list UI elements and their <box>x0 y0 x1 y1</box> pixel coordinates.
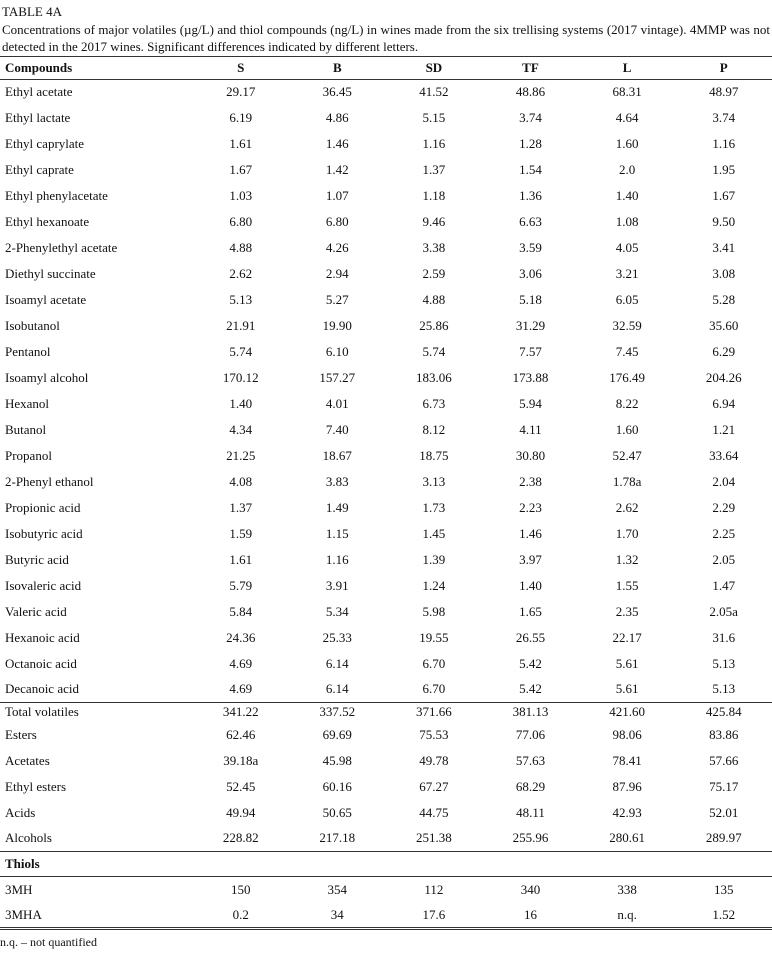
value-cell-sd: 1.18 <box>422 187 446 203</box>
value-cell-s: 5.79 <box>229 577 253 593</box>
header-compounds: Compounds <box>5 60 73 75</box>
value-cell-p: 9.50 <box>712 213 736 229</box>
table-row <box>0 209 772 235</box>
compound-name: Ethyl caprylate <box>5 135 85 151</box>
compound-name: Ethyl phenylacetate <box>5 187 108 203</box>
value-cell-tf: 3.59 <box>519 239 542 255</box>
value-cell-tf: 1.46 <box>519 525 542 541</box>
value-cell-tf: 30.80 <box>515 447 546 463</box>
value-cell-b: 1.15 <box>325 525 349 541</box>
value-cell-sd: 75.53 <box>419 726 449 742</box>
value-cell-tf: 2.23 <box>519 499 542 515</box>
value-cell-p: 33.64 <box>709 447 739 463</box>
value-cell-tf: 1.28 <box>519 135 542 151</box>
value-cell-s: 6.80 <box>229 213 253 229</box>
value-cell-s: 21.25 <box>226 447 256 463</box>
value-cell-b: 25.33 <box>322 629 352 645</box>
table-row <box>0 703 772 722</box>
value-cell-b: 50.65 <box>322 804 352 820</box>
value-cell-s: 228.82 <box>222 830 259 846</box>
compound-name: Isoamyl alcohol <box>5 369 89 385</box>
table-row <box>0 800 772 826</box>
value-cell-tf: 16 <box>523 906 537 922</box>
value-cell-sd: 5.74 <box>422 343 446 359</box>
compound-name: Ethyl lactate <box>5 109 71 125</box>
value-cell-p: 57.66 <box>709 752 739 768</box>
value-cell-tf: 26.55 <box>515 629 546 645</box>
value-cell-sd: 3.38 <box>422 239 446 255</box>
value-cell-s: 150 <box>230 881 251 897</box>
compound-name: Ethyl acetate <box>5 84 73 100</box>
value-cell-tf: 6.63 <box>519 213 542 229</box>
value-cell-s: 1.67 <box>229 161 253 177</box>
table-row <box>0 774 772 800</box>
value-cell-tf: 48.11 <box>516 804 545 820</box>
compound-name: Hexanol <box>5 395 50 411</box>
table-row <box>0 131 772 157</box>
value-cell-s: 6.19 <box>229 109 253 125</box>
compound-name: Hexanoic acid <box>5 629 80 645</box>
value-cell-s: 39.18a <box>223 752 259 768</box>
header-p: P <box>719 60 728 75</box>
value-cell-l: 32.59 <box>612 317 642 333</box>
value-cell-l: 1.60 <box>615 421 639 437</box>
value-cell-l: 68.31 <box>612 84 642 100</box>
value-cell-l: 1.70 <box>615 525 639 541</box>
totals-section <box>0 703 772 852</box>
table-row <box>0 877 772 903</box>
thiols-heading: Thiols <box>5 856 40 871</box>
thiols-section <box>0 877 772 929</box>
table-caption: Concentrations of major volatiles (µg/L) and thiol compounds (ng/L) in wines made from the six trellising systems (2017 vintage). 4MMP was not detected in the 2017 wines. Significant differences indicated by different letters. <box>2 22 770 54</box>
value-cell-s: 5.74 <box>229 343 253 359</box>
value-cell-b: 36.45 <box>322 84 352 100</box>
value-cell-p: 3.08 <box>712 265 736 281</box>
value-cell-l: 8.22 <box>615 395 639 411</box>
value-cell-p: 35.60 <box>709 317 739 333</box>
value-cell-b: 60.16 <box>322 778 352 794</box>
value-cell-p: 289.97 <box>705 830 742 846</box>
value-cell-b: 1.49 <box>325 499 349 515</box>
value-cell-p: 2.25 <box>712 525 736 541</box>
value-cell-tf: 48.86 <box>515 84 546 100</box>
value-cell-s: 2.62 <box>229 265 253 281</box>
value-cell-s: 29.17 <box>226 84 256 100</box>
compounds-section <box>0 80 772 703</box>
value-cell-sd: 371.66 <box>416 704 452 720</box>
value-cell-tf: 5.42 <box>519 681 542 697</box>
value-cell-p: 2.05a <box>709 603 738 619</box>
value-cell-b: 157.27 <box>319 369 356 385</box>
value-cell-l: n.q. <box>617 906 637 922</box>
value-cell-sd: 6.73 <box>422 395 446 411</box>
value-cell-p: 3.74 <box>712 109 736 125</box>
value-cell-p: 2.05 <box>712 551 736 567</box>
compound-name: Valeric acid <box>5 603 67 619</box>
value-cell-p: 5.13 <box>712 681 736 697</box>
value-cell-p: 83.86 <box>709 726 739 742</box>
value-cell-tf: 3.06 <box>519 265 542 281</box>
value-cell-tf: 1.54 <box>519 161 542 177</box>
compound-name: 2-Phenyl ethanol <box>5 473 94 489</box>
value-cell-l: 98.06 <box>612 726 642 742</box>
value-cell-b: 1.07 <box>325 187 349 203</box>
table-row <box>0 235 772 261</box>
value-cell-l: 280.61 <box>609 830 645 846</box>
compound-name: Esters <box>5 726 37 742</box>
value-cell-p: 1.21 <box>712 421 736 437</box>
table-row <box>0 157 772 183</box>
value-cell-b: 6.80 <box>325 213 349 229</box>
value-cell-l: 52.47 <box>612 447 642 463</box>
header-b: B <box>332 60 342 75</box>
value-cell-b: 217.18 <box>319 830 356 846</box>
value-cell-p: 2.29 <box>712 499 736 515</box>
value-cell-sd: 8.12 <box>422 421 446 437</box>
compound-name: Diethyl succinate <box>5 265 96 281</box>
compound-name: Isobutanol <box>5 317 60 333</box>
value-cell-tf: 77.06 <box>515 726 546 742</box>
value-cell-p: 1.52 <box>712 906 736 922</box>
value-cell-sd: 112 <box>424 881 444 897</box>
value-cell-p: 31.6 <box>712 629 736 645</box>
value-cell-p: 5.28 <box>712 291 736 307</box>
value-cell-p: 5.13 <box>712 655 736 671</box>
table-row <box>0 748 772 774</box>
table-row <box>0 599 772 625</box>
value-cell-tf: 173.88 <box>512 369 549 385</box>
header-tf: TF <box>522 60 539 75</box>
value-cell-l: 22.17 <box>612 629 642 645</box>
value-cell-s: 52.45 <box>226 778 256 794</box>
value-cell-b: 6.14 <box>325 681 349 697</box>
compound-name: Isoamyl acetate <box>5 291 87 307</box>
value-cell-l: 5.61 <box>615 655 639 671</box>
value-cell-tf: 255.96 <box>512 830 549 846</box>
compound-name: Isovaleric acid <box>5 577 82 593</box>
value-cell-p: 1.47 <box>712 577 736 593</box>
compound-name: 3MH <box>5 881 33 897</box>
table-row <box>0 261 772 287</box>
value-cell-tf: 381.13 <box>512 704 549 720</box>
value-cell-tf: 3.97 <box>519 551 542 567</box>
table-row <box>0 80 772 105</box>
value-cell-p: 6.29 <box>712 343 736 359</box>
value-cell-b: 6.10 <box>325 343 349 359</box>
table-row <box>0 287 772 313</box>
value-cell-l: 4.64 <box>615 109 639 125</box>
value-cell-sd: 1.45 <box>422 525 446 541</box>
value-cell-p: 6.94 <box>712 395 736 411</box>
value-cell-s: 4.08 <box>229 473 253 489</box>
value-cell-s: 170.12 <box>222 369 259 385</box>
value-cell-l: 1.78a <box>612 473 642 489</box>
value-cell-p: 1.16 <box>712 135 736 151</box>
compound-name: Alcohols <box>5 830 52 846</box>
value-cell-b: 18.67 <box>322 447 352 463</box>
value-cell-b: 354 <box>327 881 348 897</box>
table-row <box>0 339 772 365</box>
table-row <box>0 391 772 417</box>
value-cell-sd: 6.70 <box>422 681 446 697</box>
table-row <box>0 105 772 131</box>
value-cell-l: 338 <box>617 881 637 897</box>
value-cell-s: 4.88 <box>229 239 253 255</box>
value-cell-l: 1.60 <box>615 135 639 151</box>
value-cell-tf: 31.29 <box>515 317 546 333</box>
value-cell-s: 1.03 <box>229 187 253 203</box>
table-row <box>0 625 772 651</box>
thiols-heading-row <box>0 852 772 877</box>
value-cell-sd: 1.16 <box>422 135 446 151</box>
value-cell-tf: 57.63 <box>515 752 546 768</box>
value-cell-sd: 49.78 <box>419 752 449 768</box>
value-cell-b: 4.01 <box>325 395 349 411</box>
value-cell-p: 3.41 <box>712 239 736 255</box>
value-cell-l: 1.55 <box>615 577 639 593</box>
value-cell-sd: 25.86 <box>419 317 449 333</box>
value-cell-s: 1.61 <box>229 135 253 151</box>
table-row <box>0 313 772 339</box>
header-s: S <box>237 60 245 75</box>
value-cell-p: 1.67 <box>712 187 736 203</box>
compound-name: Ethyl hexanoate <box>5 213 90 229</box>
header-sd: SD <box>425 60 443 75</box>
value-cell-tf: 2.38 <box>519 473 542 489</box>
value-cell-p: 425.84 <box>705 704 742 720</box>
value-cell-p: 204.26 <box>705 369 742 385</box>
value-cell-sd: 183.06 <box>416 369 452 385</box>
compound-name: Total volatiles <box>5 704 79 720</box>
compound-name: Acids <box>5 804 36 820</box>
value-cell-s: 5.84 <box>229 603 253 619</box>
compound-name: Pentanol <box>5 343 51 359</box>
header-row <box>0 57 772 80</box>
value-cell-s: 0.2 <box>232 906 249 922</box>
value-cell-b: 3.83 <box>325 473 349 489</box>
value-cell-s: 1.59 <box>229 525 253 541</box>
value-cell-sd: 18.75 <box>419 447 449 463</box>
compound-name: Acetates <box>5 752 50 768</box>
value-cell-l: 78.41 <box>612 752 642 768</box>
value-cell-l: 421.60 <box>609 704 645 720</box>
value-cell-p: 1.95 <box>712 161 736 177</box>
value-cell-tf: 1.40 <box>519 577 542 593</box>
value-cell-tf: 1.36 <box>519 187 542 203</box>
table-row <box>0 651 772 677</box>
value-cell-tf: 4.11 <box>519 421 542 437</box>
value-cell-l: 6.05 <box>615 291 639 307</box>
value-cell-s: 5.13 <box>229 291 253 307</box>
value-cell-s: 62.46 <box>226 726 256 742</box>
value-cell-b: 5.27 <box>325 291 349 307</box>
value-cell-l: 7.45 <box>615 343 639 359</box>
table-row <box>0 183 772 209</box>
value-cell-b: 337.52 <box>319 704 356 720</box>
value-cell-b: 69.69 <box>322 726 352 742</box>
table-row <box>0 469 772 495</box>
value-cell-s: 1.40 <box>229 395 253 411</box>
value-cell-tf: 5.42 <box>519 655 542 671</box>
value-cell-l: 2.62 <box>615 499 639 515</box>
table-row <box>0 547 772 573</box>
value-cell-l: 176.49 <box>609 369 645 385</box>
value-cell-sd: 1.73 <box>422 499 446 515</box>
compound-name: Butanol <box>5 421 47 437</box>
table-row <box>0 521 772 547</box>
value-cell-s: 1.37 <box>229 499 253 515</box>
value-cell-b: 19.90 <box>322 317 352 333</box>
value-cell-p: 48.97 <box>709 84 739 100</box>
compound-name: Decanoic acid <box>5 681 79 697</box>
value-cell-l: 42.93 <box>612 804 642 820</box>
value-cell-sd: 9.46 <box>422 213 446 229</box>
value-cell-l: 87.96 <box>612 778 642 794</box>
compound-name: Propanol <box>5 447 52 463</box>
value-cell-sd: 67.27 <box>419 778 449 794</box>
value-cell-sd: 5.15 <box>422 109 446 125</box>
value-cell-b: 2.94 <box>325 265 349 281</box>
value-cell-l: 1.40 <box>615 187 639 203</box>
value-cell-tf: 340 <box>520 881 541 897</box>
value-cell-tf: 7.57 <box>519 343 542 359</box>
value-cell-tf: 5.94 <box>519 395 542 411</box>
compound-name: Propionic acid <box>5 499 81 515</box>
volatiles-table <box>0 56 772 930</box>
value-cell-b: 7.40 <box>325 421 349 437</box>
table-row <box>0 365 772 391</box>
header-l: L <box>622 60 632 75</box>
table-title: TABLE 4A <box>2 4 62 19</box>
value-cell-p: 135 <box>713 881 734 897</box>
table-row <box>0 495 772 521</box>
value-cell-s: 24.36 <box>226 629 256 645</box>
value-cell-sd: 5.98 <box>422 603 446 619</box>
value-cell-s: 21.91 <box>226 317 256 333</box>
value-cell-sd: 17.6 <box>422 906 446 922</box>
table-row <box>0 417 772 443</box>
value-cell-l: 5.61 <box>615 681 639 697</box>
value-cell-b: 6.14 <box>325 655 349 671</box>
value-cell-b: 45.98 <box>322 752 352 768</box>
thiols-section-header <box>0 852 772 877</box>
table-row <box>0 826 772 852</box>
compound-name: Octanoic acid <box>5 655 77 671</box>
value-cell-tf: 5.18 <box>519 291 542 307</box>
value-cell-b: 4.26 <box>325 239 349 255</box>
compound-name: 3MHA <box>5 906 42 922</box>
value-cell-tf: 68.29 <box>515 778 546 794</box>
value-cell-b: 1.42 <box>325 161 349 177</box>
compound-name: Isobutyric acid <box>5 525 83 541</box>
value-cell-sd: 6.70 <box>422 655 446 671</box>
value-cell-l: 2.0 <box>618 161 636 177</box>
value-cell-l: 1.32 <box>615 551 639 567</box>
table-row <box>0 722 772 748</box>
value-cell-l: 4.05 <box>615 239 639 255</box>
value-cell-sd: 19.55 <box>419 629 449 645</box>
value-cell-sd: 4.88 <box>422 291 446 307</box>
value-cell-sd: 1.37 <box>422 161 446 177</box>
value-cell-s: 49.94 <box>226 804 256 820</box>
value-cell-b: 34 <box>330 906 344 922</box>
value-cell-l: 3.21 <box>615 265 639 281</box>
value-cell-tf: 1.65 <box>519 603 542 619</box>
value-cell-s: 1.61 <box>229 551 253 567</box>
value-cell-b: 3.91 <box>325 577 349 593</box>
compound-name: Ethyl esters <box>5 778 67 794</box>
table-row <box>0 573 772 599</box>
value-cell-sd: 1.39 <box>422 551 446 567</box>
value-cell-b: 4.86 <box>325 109 349 125</box>
table-row <box>0 903 772 929</box>
compound-name: Butyric acid <box>5 551 69 567</box>
value-cell-l: 1.08 <box>615 213 639 229</box>
compound-name: Ethyl caprate <box>5 161 74 177</box>
value-cell-sd: 3.13 <box>422 473 446 489</box>
value-cell-s: 4.69 <box>229 655 253 671</box>
value-cell-sd: 41.52 <box>419 84 449 100</box>
value-cell-sd: 251.38 <box>416 830 452 846</box>
value-cell-p: 52.01 <box>709 804 739 820</box>
footnote: n.q. – not quantified <box>0 935 97 949</box>
table-row <box>0 677 772 703</box>
value-cell-p: 2.04 <box>712 473 736 489</box>
value-cell-b: 5.34 <box>325 603 349 619</box>
value-cell-tf: 3.74 <box>519 109 542 125</box>
value-cell-sd: 1.24 <box>422 577 446 593</box>
value-cell-b: 1.46 <box>325 135 349 151</box>
value-cell-sd: 44.75 <box>419 804 449 820</box>
value-cell-p: 75.17 <box>709 778 739 794</box>
value-cell-sd: 2.59 <box>422 265 446 281</box>
compound-name: 2-Phenylethyl acetate <box>5 239 118 255</box>
value-cell-b: 1.16 <box>325 551 349 567</box>
value-cell-s: 4.34 <box>229 421 253 437</box>
value-cell-s: 4.69 <box>229 681 253 697</box>
table-row <box>0 443 772 469</box>
value-cell-l: 2.35 <box>615 603 639 619</box>
value-cell-s: 341.22 <box>222 704 259 720</box>
